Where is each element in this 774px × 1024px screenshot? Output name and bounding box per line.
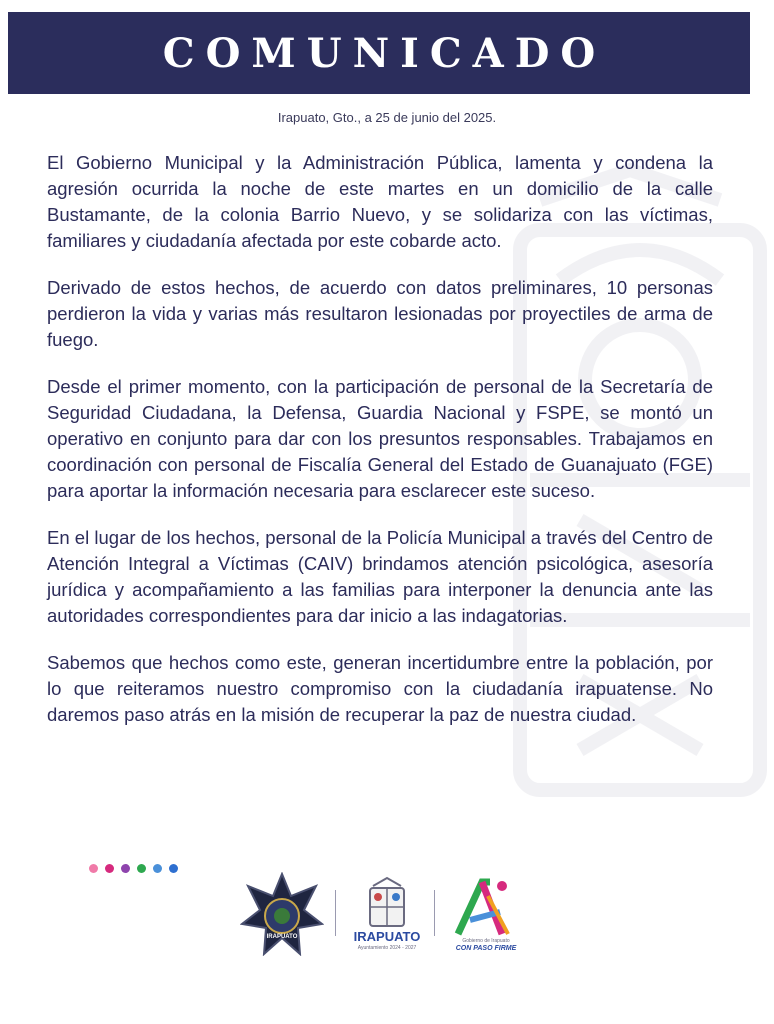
color-dot <box>105 864 114 873</box>
con-paso-firme-logo <box>452 876 520 936</box>
page-title: COMUNICADO <box>162 29 607 77</box>
footer-logos <box>240 872 540 962</box>
city-subtitle: Ayuntamiento 2024 - 2027 <box>357 945 417 951</box>
paragraph: En el lugar de los hechos, personal de la Policía Municipal a través del Centro de Atención Integral a Víctimas (CAIV) brindamos atención psicológica, asesoría jurídica y acompañamiento a las familias para interponer la denuncia ante las autoridades correspondientes para dar inicio a las indagatorias. <box>47 527 713 626</box>
logo-divider <box>434 890 435 936</box>
paragraph: Derivado de estos hechos, de acuerdo con datos preliminares, 10 personas perdieron la vida y varias más resultaron lesionadas por proyectiles de arma de fuego. <box>47 277 713 350</box>
paragraph: Sabemos que hechos como este, generan incertidumbre entre la población, por lo que reiteramos nuestro compromiso con la ciudadanía irapuatense. No daremos paso atrás en la misión de recuperar la paz de nuestra ciudad. <box>47 652 713 725</box>
date-line: Irapuato, Gto., a 25 de junio del 2025. <box>277 110 497 125</box>
slogan-line2: CON PASO FIRME <box>455 945 517 952</box>
color-dot <box>89 864 98 873</box>
logo-divider <box>335 890 336 936</box>
statement-body <box>47 150 713 749</box>
header-banner <box>8 12 750 94</box>
coat-of-arms-icon <box>358 876 416 928</box>
police-badge-icon <box>240 872 324 956</box>
color-dot <box>137 864 146 873</box>
color-dot <box>121 864 130 873</box>
color-dots <box>89 864 178 873</box>
city-name: IRAPUATO <box>353 929 421 944</box>
color-dot <box>153 864 162 873</box>
paragraph: Desde el primer momento, con la participación de personal de la Secretaría de Seguridad Ciudadana, la Defensa, Guardia Nacional y FSPE, se montó un operativo en conjunto para dar con los presuntos responsables. Trabajamos en coordinación con personal de Fiscalía General del Estado de Guanajuato (FGE) para aportar la información necesaria para esclarecer este suceso. <box>47 376 713 501</box>
color-dot <box>169 864 178 873</box>
slogan-line1: Gobierno de Irapuato <box>462 938 510 944</box>
police-badge-text: IRAPUATO <box>266 934 298 940</box>
paragraph: El Gobierno Municipal y la Administración Pública, lamenta y condena la agresión ocurrida la noche de este martes en un domicilio de la calle Bustamante, de la colonia Barrio Nuevo, y se solidariza con las víctimas, familiares y ciudadanía afectada por este cobarde acto. <box>47 152 713 251</box>
